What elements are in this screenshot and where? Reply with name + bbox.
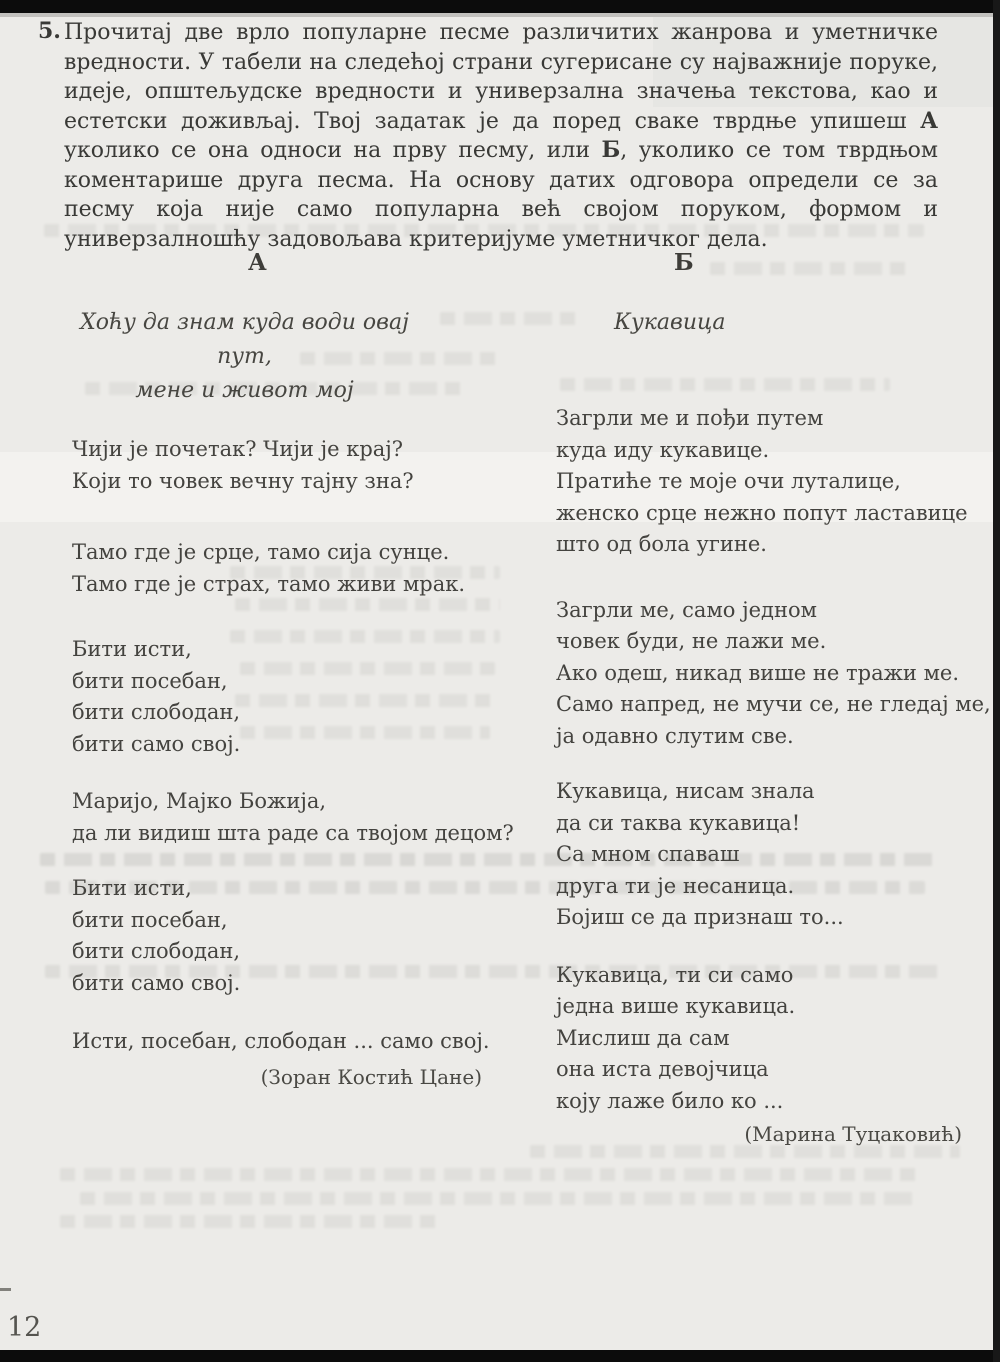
poem-a-stanza-3 bbox=[72, 634, 482, 760]
poem-line: Бити исти, bbox=[72, 876, 192, 900]
task-instruction-segment: , уколико се том тврдњом коментарише друга песма. На основу датих одговора определи се за песму која није само популарна већ својом поруком, формом и универзалношћу задовољава критеријуме уметничког дела. bbox=[64, 138, 938, 252]
poem-line: да си таква кукавица! bbox=[556, 810, 801, 835]
task-instruction-segment: уколико се она односи на прву песму, или bbox=[64, 138, 602, 163]
poem-line: бити слободан, bbox=[72, 700, 241, 724]
task-option-a-label: А bbox=[920, 107, 938, 134]
poem-a-stanza-5 bbox=[72, 873, 482, 999]
poem-b-stanza-4 bbox=[556, 960, 966, 1118]
poem-line: коју лаже било ко ... bbox=[556, 1088, 784, 1113]
poem-a-stanza-4 bbox=[72, 786, 514, 849]
poem-line: Тамо где је страх, тамо живи мрак. bbox=[72, 571, 466, 596]
poem-line: Са мном спаваш bbox=[556, 842, 740, 866]
poem-line: бити посебан, bbox=[72, 668, 228, 693]
poem-a-stanza-2 bbox=[72, 537, 482, 600]
poem-line: што од бола угине. bbox=[556, 532, 767, 556]
poem-a-stanza-1 bbox=[72, 434, 482, 497]
task-instruction bbox=[64, 18, 938, 254]
poem-a-title bbox=[72, 306, 417, 408]
poem-line: Кукавица, нисам знала bbox=[556, 779, 815, 803]
poem-line: једна више кукавица. bbox=[556, 994, 796, 1018]
poem-b-column bbox=[556, 249, 991, 1149]
poem-line: бити слободан, bbox=[72, 939, 241, 963]
poem-line: Бити исти, bbox=[72, 637, 192, 661]
poem-a-column-label: А bbox=[248, 249, 267, 276]
task-option-b-label: Б bbox=[601, 137, 621, 163]
poem-line: бити само свој. bbox=[72, 731, 241, 756]
poem-line: Пратиће те моје очи луталице, bbox=[556, 469, 901, 493]
poem-line: друга ти је несаница. bbox=[556, 873, 795, 898]
poem-line: да ли видиш шта раде са твојом децом? bbox=[72, 820, 514, 845]
poem-a-title-line: мене и живот мој bbox=[135, 378, 354, 403]
poem-line: Који то човек вечну тајну зна? bbox=[72, 468, 414, 493]
poem-b-stanza-1 bbox=[556, 403, 966, 561]
task-number: 5. bbox=[38, 18, 61, 44]
poem-line: она иста девојчица bbox=[556, 1057, 769, 1081]
poem-line: бити посебан, bbox=[72, 907, 228, 932]
poem-a-column bbox=[72, 249, 514, 1092]
poem-b-attribution: (Марина Туцаковић) bbox=[744, 1122, 962, 1146]
poem-line: Бојиш се да признаш то... bbox=[556, 905, 844, 929]
poem-b-column-label: Б bbox=[674, 249, 694, 276]
poem-line: Загрли ме и пођи путем bbox=[556, 406, 824, 430]
poem-line: куда иду кукавице. bbox=[556, 437, 770, 462]
poem-line: ја одавно слутим све. bbox=[556, 723, 794, 748]
poem-line: Мислиш да сам bbox=[556, 1025, 730, 1050]
poem-line: Ако одеш, никад више не тражи ме. bbox=[556, 660, 960, 685]
poem-b-stanza-2 bbox=[556, 595, 991, 753]
poem-line: Само напред, не мучи се, не гледај ме, bbox=[556, 692, 991, 716]
page-number: 12 bbox=[7, 1312, 42, 1343]
poem-a-attribution: (Зоран Костић Цане) bbox=[260, 1064, 482, 1089]
poem-line: човек буди, не лажи ме. bbox=[556, 629, 827, 653]
task-block bbox=[38, 18, 938, 254]
poem-line: Чији је почетак? Чији је крај? bbox=[72, 437, 404, 461]
poem-line: Кукавица, ти си само bbox=[556, 962, 794, 987]
task-instruction-segment: Прочитај две врло популарне песме различитих жанрова и уметничке вредности. У табели на следећој страни сугерисане су најважније поруке, идеје, општељудске вредности и универзална значења текстова, као и естетски доживљај. Твој задатак је да поред сваке тврдње упишеш bbox=[64, 20, 938, 134]
poem-line: Тамо где је срце, тамо сија сунце. bbox=[72, 540, 450, 564]
poem-line: женско срце нежно попут ластавице bbox=[556, 500, 968, 525]
poem-a-title-line: Хоћу да знам куда води овај пут, bbox=[80, 310, 409, 369]
poem-line: Загрли ме, само једном bbox=[556, 597, 817, 622]
poem-b-stanza-3 bbox=[556, 776, 966, 934]
poem-line: Маријо, Мајко Божија, bbox=[72, 789, 327, 813]
poem-line: Исти, посебан, слободан ... само свој. bbox=[72, 1029, 490, 1053]
poem-b-title: Кукавица bbox=[614, 310, 726, 335]
poem-a-stanza-6 bbox=[72, 1026, 490, 1058]
poem-line: бити само свој. bbox=[72, 970, 241, 995]
